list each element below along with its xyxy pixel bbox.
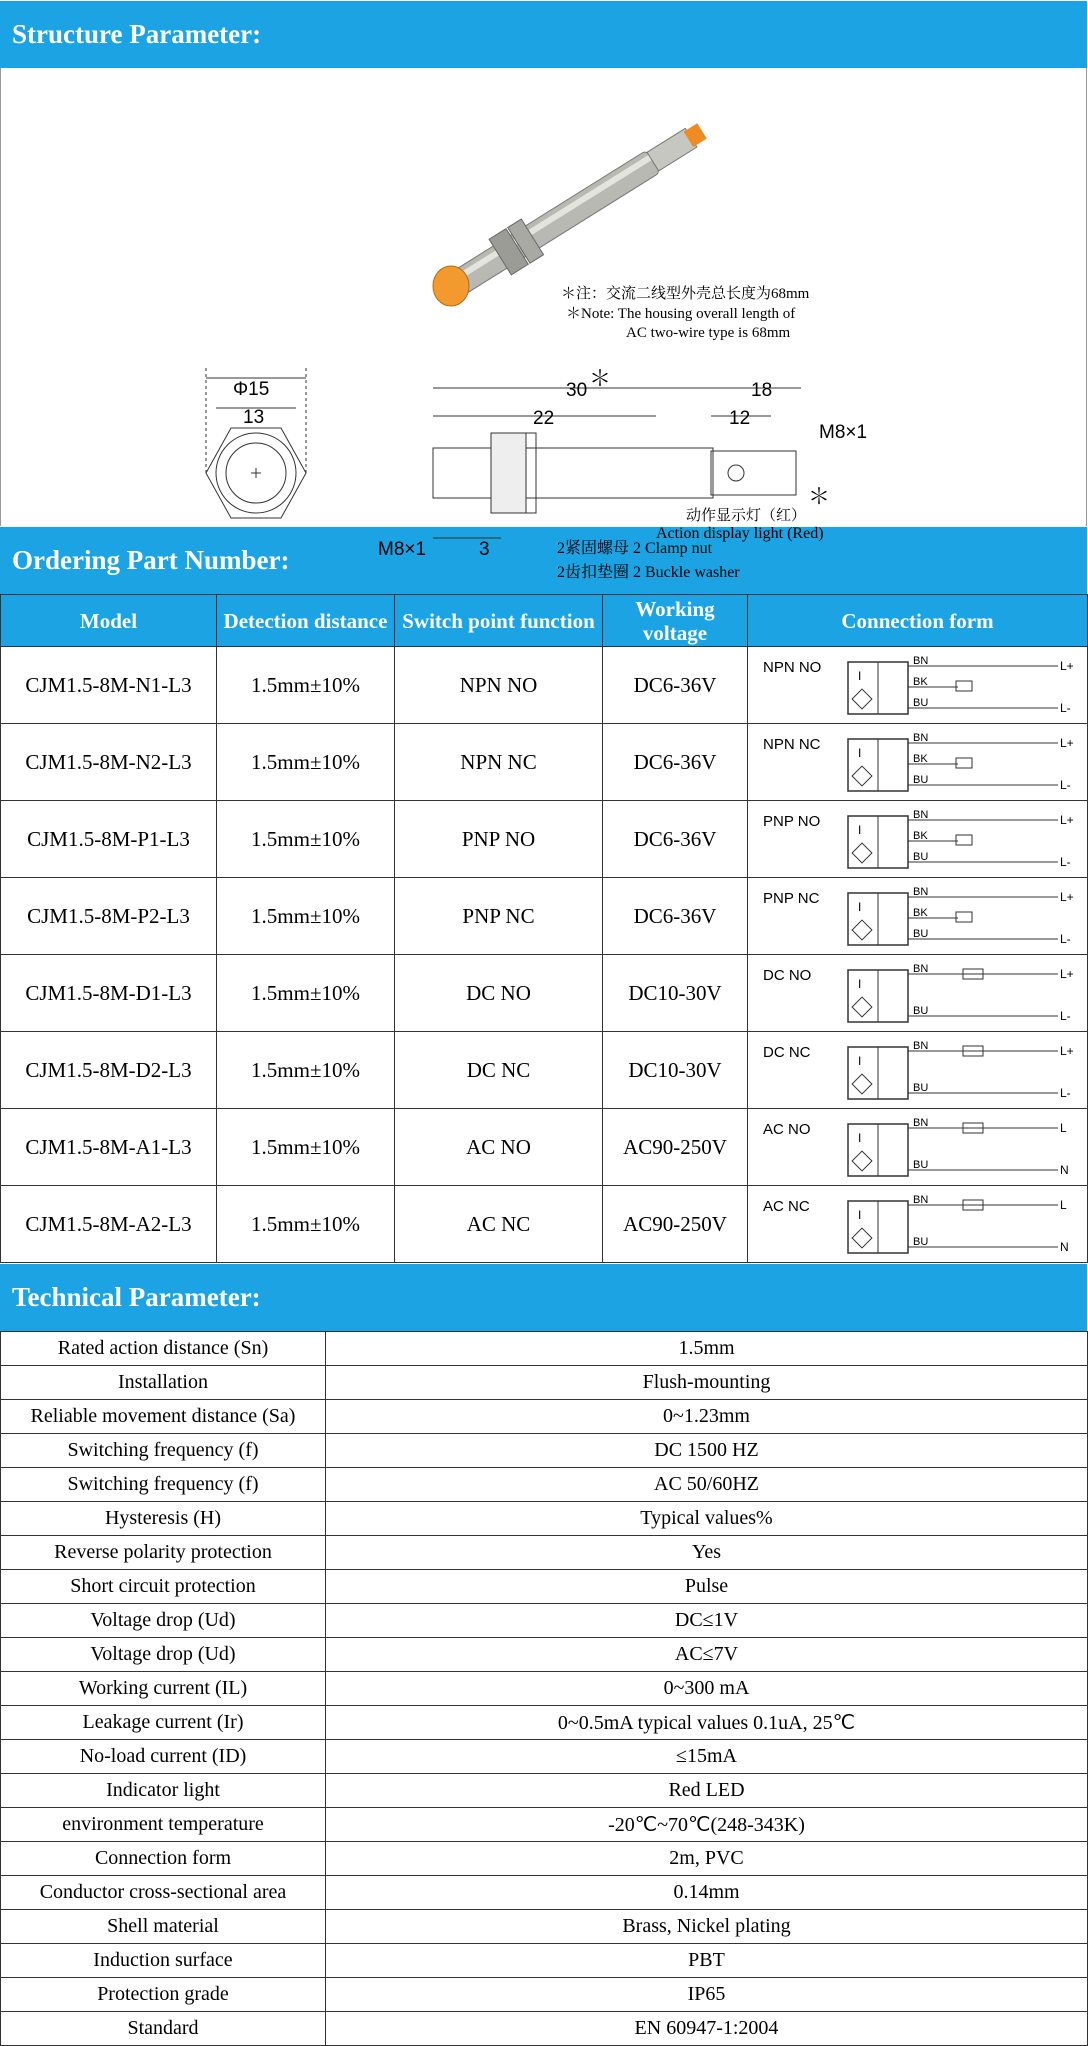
svg-text:N: N xyxy=(1059,1163,1069,1177)
diagram-label: AC NO xyxy=(762,1121,811,1138)
svg-text:BN: BN xyxy=(912,809,928,821)
cell-connection xyxy=(748,1186,1088,1263)
ordering-row xyxy=(1,801,1088,878)
cell-model: CJM1.5-8M-D1-L3 xyxy=(1,955,217,1032)
svg-text:L-: L- xyxy=(1059,855,1071,869)
tech-row xyxy=(1,1400,1088,1434)
cell-distance: 1.5mm±10% xyxy=(217,647,395,724)
svg-text:L+: L+ xyxy=(1059,1044,1074,1058)
cell-voltage: DC6-36V xyxy=(603,801,748,878)
ordering-row xyxy=(1,1109,1088,1186)
ordering-row xyxy=(1,1186,1088,1263)
dim-phi15: Φ15 xyxy=(233,379,270,400)
svg-text:I: I xyxy=(857,977,861,991)
cell-connection xyxy=(748,647,1088,724)
label-clamp-nut: 2紧固螺母 2 Clamp nut xyxy=(557,540,713,557)
cell-distance: 1.5mm±10% xyxy=(217,878,395,955)
tech-param-name: No-load current (ID) xyxy=(1,1740,326,1774)
col-connection: Connection form xyxy=(748,595,1088,647)
cell-connection xyxy=(748,1032,1088,1109)
wiring-diagram xyxy=(758,1035,1078,1105)
tech-param-value: Red LED xyxy=(326,1774,1088,1808)
tech-param-value: -20℃~70℃(248-343K) xyxy=(326,1808,1088,1842)
structure-title: Structure Parameter: xyxy=(0,0,1087,68)
cell-model: CJM1.5-8M-A1-L3 xyxy=(1,1109,217,1186)
tech-row xyxy=(1,1536,1088,1570)
dim-m8-left: M8×1 xyxy=(378,539,427,560)
ordering-row xyxy=(1,1032,1088,1109)
svg-text:BU: BU xyxy=(912,1082,928,1094)
tech-row xyxy=(1,1570,1088,1604)
tech-param-value: DC≤1V xyxy=(326,1604,1088,1638)
svg-text:I: I xyxy=(857,1131,861,1145)
tech-row xyxy=(1,1876,1088,1910)
cell-voltage: DC6-36V xyxy=(603,724,748,801)
col-model: Model xyxy=(1,595,217,647)
svg-text:BK: BK xyxy=(912,676,928,688)
tech-param-value: 1.5mm xyxy=(326,1332,1088,1366)
tech-param-value: Pulse xyxy=(326,1570,1088,1604)
ordering-title: Ordering Part Number: xyxy=(0,526,1087,594)
tech-param-value: 0~1.23mm xyxy=(326,1400,1088,1434)
tech-param-value: Flush-mounting xyxy=(326,1366,1088,1400)
tech-row xyxy=(1,1774,1088,1808)
cell-voltage: DC10-30V xyxy=(603,955,748,1032)
label-light-en: Action display light (Red) xyxy=(656,525,824,542)
cell-distance: 1.5mm±10% xyxy=(217,801,395,878)
cell-model: CJM1.5-8M-N1-L3 xyxy=(1,647,217,724)
svg-text:L: L xyxy=(1059,1121,1067,1135)
tech-param-name: Voltage drop (Ud) xyxy=(1,1638,326,1672)
cell-model: CJM1.5-8M-N2-L3 xyxy=(1,724,217,801)
cell-model: CJM1.5-8M-P2-L3 xyxy=(1,878,217,955)
ordering-table xyxy=(0,594,1088,1263)
svg-text:BN: BN xyxy=(912,963,928,975)
tech-row xyxy=(1,1604,1088,1638)
tech-row xyxy=(1,1808,1088,1842)
cell-function: DC NC xyxy=(395,1032,603,1109)
col-distance: Detection distance xyxy=(217,595,395,647)
cell-voltage: AC90-250V xyxy=(603,1109,748,1186)
cell-distance: 1.5mm±10% xyxy=(217,955,395,1032)
cell-connection xyxy=(748,878,1088,955)
tech-row xyxy=(1,1672,1088,1706)
tech-param-name: Indicator light xyxy=(1,1774,326,1808)
tech-param-value: 2m, PVC xyxy=(326,1842,1088,1876)
cell-voltage: DC10-30V xyxy=(603,1032,748,1109)
wiring-diagram xyxy=(758,1189,1078,1259)
label-buckle-washer: 2齿扣垫圈 2 Buckle washer xyxy=(557,564,740,581)
tech-param-name: Working current (IL) xyxy=(1,1672,326,1706)
dim-22: 22 xyxy=(533,408,555,429)
technical-title: Technical Parameter: xyxy=(0,1263,1087,1331)
svg-text:N: N xyxy=(1059,1240,1069,1254)
tech-param-name: Reliable movement distance (Sa) xyxy=(1,1400,326,1434)
technical-table xyxy=(0,1331,1088,2046)
tech-param-value: Brass, Nickel plating xyxy=(326,1910,1088,1944)
svg-text:I: I xyxy=(857,1054,861,1068)
diagram-label: DC NC xyxy=(762,1044,810,1061)
dim-star-side: ＊ xyxy=(808,484,831,509)
dim-30: 30 xyxy=(566,380,588,401)
cell-function: AC NC xyxy=(395,1186,603,1263)
cell-function: AC NO xyxy=(395,1109,603,1186)
note-cn: ＊注：交流二线型外壳总长度为68mm xyxy=(561,286,810,302)
cell-voltage: AC90-250V xyxy=(603,1186,748,1263)
tech-param-name: Rated action distance (Sn) xyxy=(1,1332,326,1366)
cell-distance: 1.5mm±10% xyxy=(217,1109,395,1186)
svg-text:I: I xyxy=(857,900,861,914)
cell-model: CJM1.5-8M-D2-L3 xyxy=(1,1032,217,1109)
svg-text:L-: L- xyxy=(1059,778,1071,792)
cell-distance: 1.5mm±10% xyxy=(217,1186,395,1263)
cell-voltage: DC6-36V xyxy=(603,878,748,955)
note-en-2: AC two-wire type is 68mm xyxy=(626,325,791,341)
note-en-1: ＊Note: The housing overall length of xyxy=(566,306,796,322)
tech-row xyxy=(1,1944,1088,1978)
diagram-label: AC NC xyxy=(762,1198,810,1215)
tech-row xyxy=(1,1740,1088,1774)
svg-text:L+: L+ xyxy=(1059,659,1074,673)
tech-row xyxy=(1,1332,1088,1366)
svg-text:I: I xyxy=(857,669,861,683)
tech-param-value: AC≤7V xyxy=(326,1638,1088,1672)
tech-param-value: ≤15mA xyxy=(326,1740,1088,1774)
tech-param-name: environment temperature xyxy=(1,1808,326,1842)
ordering-row xyxy=(1,878,1088,955)
cell-function: DC NO xyxy=(395,955,603,1032)
tech-param-name: Short circuit protection xyxy=(1,1570,326,1604)
dim-3: 3 xyxy=(479,539,490,560)
wiring-diagram xyxy=(758,650,1078,720)
diagram-label: PNP NO xyxy=(762,813,820,830)
wiring-diagram xyxy=(758,804,1078,874)
tech-param-name: Protection grade xyxy=(1,1978,326,2012)
tech-param-value: EN 60947-1:2004 xyxy=(326,2012,1088,2046)
wiring-diagram xyxy=(758,881,1078,951)
tech-param-name: Standard xyxy=(1,2012,326,2046)
diagram-label: NPN NC xyxy=(762,736,821,753)
tech-row xyxy=(1,1638,1088,1672)
tech-param-name: Voltage drop (Ud) xyxy=(1,1604,326,1638)
tech-row xyxy=(1,1366,1088,1400)
tech-param-name: Hysteresis (H) xyxy=(1,1502,326,1536)
wiring-diagram xyxy=(758,1112,1078,1182)
svg-text:BU: BU xyxy=(912,851,928,863)
svg-text:L: L xyxy=(1059,1198,1067,1212)
sensor-photo xyxy=(433,113,713,307)
svg-text:BN: BN xyxy=(912,1040,928,1052)
svg-text:L+: L+ xyxy=(1059,813,1074,827)
cell-function: PNP NO xyxy=(395,801,603,878)
cell-function: NPN NC xyxy=(395,724,603,801)
tech-row xyxy=(1,1502,1088,1536)
tech-param-name: Switching frequency (f) xyxy=(1,1468,326,1502)
tech-param-name: Conductor cross-sectional area xyxy=(1,1876,326,1910)
svg-text:L-: L- xyxy=(1059,1009,1071,1023)
ordering-header-row xyxy=(1,595,1088,647)
cell-connection xyxy=(748,724,1088,801)
tech-param-name: Leakage current (Ir) xyxy=(1,1706,326,1740)
svg-text:BN: BN xyxy=(912,1117,928,1129)
tech-param-value: 0~0.5mA typical values 0.1uA, 25℃ xyxy=(326,1706,1088,1740)
tech-row xyxy=(1,1842,1088,1876)
tech-row xyxy=(1,1434,1088,1468)
tech-row xyxy=(1,1910,1088,1944)
ordering-row xyxy=(1,955,1088,1032)
tech-param-name: Switching frequency (f) xyxy=(1,1434,326,1468)
svg-text:L-: L- xyxy=(1059,1086,1071,1100)
label-light-cn: 动作显示灯（红） xyxy=(686,508,807,524)
ordering-row xyxy=(1,647,1088,724)
cell-function: NPN NO xyxy=(395,647,603,724)
svg-text:BN: BN xyxy=(912,732,928,744)
tech-param-name: Connection form xyxy=(1,1842,326,1876)
tech-param-value: IP65 xyxy=(326,1978,1088,2012)
tech-row xyxy=(1,2012,1088,2046)
diagram-label: DC NO xyxy=(762,967,811,984)
dim-12: 12 xyxy=(729,408,751,429)
tech-row xyxy=(1,1468,1088,1502)
cell-connection xyxy=(748,955,1088,1032)
svg-text:BK: BK xyxy=(912,830,928,842)
cell-model: CJM1.5-8M-A2-L3 xyxy=(1,1186,217,1263)
svg-text:I: I xyxy=(857,823,861,837)
svg-text:BN: BN xyxy=(912,655,928,667)
svg-text:BU: BU xyxy=(912,1236,928,1248)
tech-param-value: 0.14mm xyxy=(326,1876,1088,1910)
svg-text:L-: L- xyxy=(1059,932,1071,946)
svg-text:BU: BU xyxy=(912,928,928,940)
wiring-diagram xyxy=(758,958,1078,1028)
svg-text:BK: BK xyxy=(912,907,928,919)
cell-distance: 1.5mm±10% xyxy=(217,1032,395,1109)
diagram-label: PNP NC xyxy=(762,890,819,907)
svg-text:L-: L- xyxy=(1059,701,1071,715)
dim-13: 13 xyxy=(243,407,265,428)
tech-param-value: Typical values% xyxy=(326,1502,1088,1536)
tech-param-value: 0~300 mA xyxy=(326,1672,1088,1706)
cell-connection xyxy=(748,801,1088,878)
dim-m8-right: M8×1 xyxy=(819,422,868,443)
col-voltage: Working voltage xyxy=(603,595,748,647)
tech-param-name: Shell material xyxy=(1,1910,326,1944)
tech-param-name: Reverse polarity protection xyxy=(1,1536,326,1570)
wiring-diagram xyxy=(758,727,1078,797)
svg-text:I: I xyxy=(857,746,861,760)
svg-text:BU: BU xyxy=(912,697,928,709)
tech-param-value: DC 1500 HZ xyxy=(326,1434,1088,1468)
svg-text:BU: BU xyxy=(912,1005,928,1017)
tech-row xyxy=(1,1978,1088,2012)
tech-row xyxy=(1,1706,1088,1740)
svg-text:L+: L+ xyxy=(1059,890,1074,904)
svg-text:BK: BK xyxy=(912,753,928,765)
cell-distance: 1.5mm±10% xyxy=(217,724,395,801)
svg-text:BU: BU xyxy=(912,1159,928,1171)
tech-param-value: PBT xyxy=(326,1944,1088,1978)
cell-voltage: DC6-36V xyxy=(603,647,748,724)
svg-text:BN: BN xyxy=(912,1194,928,1206)
cell-function: PNP NC xyxy=(395,878,603,955)
tech-param-name: Installation xyxy=(1,1366,326,1400)
tech-param-name: Induction surface xyxy=(1,1944,326,1978)
svg-text:I: I xyxy=(857,1208,861,1222)
ordering-row xyxy=(1,724,1088,801)
dim-star-top: ＊ xyxy=(589,366,612,391)
tech-param-value: AC 50/60HZ xyxy=(326,1468,1088,1502)
cell-connection xyxy=(748,1109,1088,1186)
tech-param-value: Yes xyxy=(326,1536,1088,1570)
svg-text:L+: L+ xyxy=(1059,967,1074,981)
svg-text:L+: L+ xyxy=(1059,736,1074,750)
svg-text:BU: BU xyxy=(912,774,928,786)
cell-model: CJM1.5-8M-P1-L3 xyxy=(1,801,217,878)
dim-18: 18 xyxy=(751,380,773,401)
svg-text:BN: BN xyxy=(912,886,928,898)
diagram-label: NPN NO xyxy=(762,659,821,676)
col-function: Switch point function xyxy=(395,595,603,647)
